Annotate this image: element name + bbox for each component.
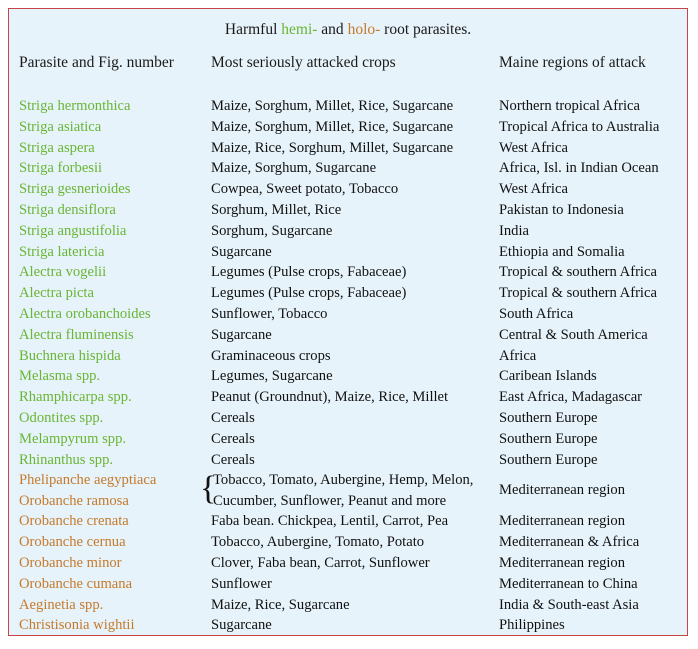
- table-row: [9, 262, 687, 283]
- title-prefix: Harmful: [224, 21, 282, 38]
- table-row: [9, 387, 687, 408]
- attack-region: Tropical & southern Africa: [499, 264, 657, 281]
- table-row: [9, 450, 687, 471]
- attack-region: Africa, Isl. in Indian Ocean: [499, 160, 659, 177]
- parasite-name: Striga forbesii: [19, 160, 103, 177]
- parasite-name: Striga aspera: [19, 139, 95, 156]
- table-body: [9, 96, 687, 636]
- attack-region: West Africa: [499, 181, 568, 198]
- attacked-crops: Legumes, Sugarcane: [211, 368, 333, 385]
- parasite-name: Striga hermonthica: [19, 98, 131, 114]
- attacked-crops: Sunflower: [211, 575, 272, 592]
- attack-region: Central & South America: [499, 326, 648, 343]
- table-row: [9, 242, 687, 263]
- attack-region: Southern Europe: [499, 430, 598, 447]
- brace-glyph: {: [200, 470, 217, 508]
- attacked-crops: Maize, Sorghum, Millet, Rice, Sugarcane: [211, 98, 454, 114]
- parasite-name: Striga angustifolia: [19, 222, 127, 239]
- attacked-crops: Peanut (Groundnut), Maize, Rice, Millet: [211, 389, 449, 406]
- table-row: [9, 325, 687, 346]
- parasite-name: Orobanche cernua: [19, 534, 126, 551]
- parasite-name: Aeginetia spp.: [19, 596, 104, 613]
- attack-region: India: [499, 222, 529, 239]
- attack-region: Southern Europe: [499, 409, 598, 426]
- parasite-name: Rhinanthus spp.: [19, 451, 114, 468]
- table-row: [9, 138, 687, 159]
- parasite-name: Alectra vogelii: [19, 264, 107, 281]
- attack-region: Mediterranean to China: [499, 575, 638, 592]
- attacked-crops: Maize, Rice, Sugarcane: [211, 596, 350, 613]
- table-row: [9, 158, 687, 179]
- table-row: [9, 200, 687, 221]
- parasite-name: Striga latericia: [19, 243, 105, 260]
- attacked-crops: Sorghum, Sugarcane: [211, 222, 333, 239]
- parasite-name: Alectra picta: [19, 285, 94, 302]
- attacked-crops: Graminaceous crops: [211, 347, 331, 364]
- parasite-name: Striga asiatica: [19, 118, 102, 135]
- attack-region: Tropical & southern Africa: [499, 285, 657, 302]
- attack-region: Southern Europe: [499, 451, 598, 468]
- parasite-name: Alectra fluminensis: [19, 326, 134, 343]
- table-row: [9, 366, 687, 387]
- parasite-name: Striga densiflora: [19, 201, 116, 218]
- table-row: [9, 595, 687, 616]
- attacked-crops: Sugarcane: [211, 243, 272, 260]
- attacked-crops-line1: Tobacco, Tomato, Aubergine, Hemp, Melon,: [213, 472, 474, 489]
- attacked-crops-line2: Cucumber, Sunflower, Peanut and more: [213, 493, 447, 510]
- attacked-crops: Tobacco, Aubergine, Tomato, Potato: [211, 534, 425, 551]
- attack-region: Ethiopia and Somalia: [499, 243, 625, 260]
- table-row: [9, 221, 687, 242]
- attacked-crops: Legumes (Pulse crops, Fabaceae): [211, 285, 407, 302]
- attack-region: Mediterranean region: [499, 482, 626, 499]
- parasite-name: Odontites spp.: [19, 409, 104, 426]
- attacked-crops: Cowpea, Sweet potato, Tobacco: [211, 181, 399, 198]
- table-title: [9, 21, 687, 39]
- table-row: [9, 283, 687, 304]
- parasite-name: Phelipanche aegyptiaca: [19, 472, 157, 489]
- table-row: [9, 304, 687, 325]
- table-row: [9, 429, 687, 450]
- parasite-name: Melasma spp.: [19, 368, 101, 385]
- parasite-name: Rhamphicarpa spp.: [19, 389, 132, 406]
- attack-region: East Africa, Madagascar: [499, 389, 643, 406]
- table-row-grouped: [9, 470, 687, 511]
- attacked-crops: Maize, Sorghum, Sugarcane: [211, 160, 377, 177]
- attack-region: South Africa: [499, 305, 574, 322]
- table-frame: [8, 8, 688, 636]
- parasite-name: Melampyrum spp.: [19, 430, 127, 447]
- table-row: [9, 408, 687, 429]
- attack-region: Mediterranean & Africa: [499, 534, 640, 551]
- header-crops: Most seriously attacked crops: [211, 54, 396, 71]
- parasite-name: Christisonia wightii: [19, 617, 135, 634]
- parasite-name: Buchnera hispida: [19, 347, 121, 364]
- table-row: [9, 96, 687, 117]
- table-row: [9, 532, 687, 553]
- attack-region: Mediterranean region: [499, 513, 626, 530]
- attack-region: Tropical Africa to Australia: [499, 118, 660, 135]
- attacked-crops: Cereals: [211, 451, 255, 468]
- parasite-name: Orobanche ramosa: [19, 493, 129, 510]
- parasite-name: Alectra orobanchoides: [19, 305, 151, 322]
- attacked-crops: Legumes (Pulse crops, Fabaceae): [211, 264, 407, 281]
- attacked-crops: Sugarcane: [211, 617, 272, 634]
- attacked-crops: Maize, Sorghum, Millet, Rice, Sugarcane: [211, 118, 454, 135]
- attacked-crops: Cereals: [211, 409, 255, 426]
- table-row: [9, 615, 687, 636]
- attack-region: Mediterranean region: [499, 554, 626, 571]
- attack-region: Philippines: [499, 617, 565, 634]
- table-row: [9, 553, 687, 574]
- parasite-name: Orobanche cumana: [19, 575, 133, 592]
- attacked-crops: Cereals: [211, 430, 255, 447]
- attacked-crops: Sugarcane: [211, 326, 272, 343]
- title-holo: holo-: [347, 21, 381, 38]
- parasite-name: Orobanche minor: [19, 554, 122, 571]
- parasite-name: Striga gesnerioides: [19, 181, 131, 198]
- attack-region: India & South-east Asia: [499, 596, 639, 613]
- attacked-crops: Clover, Faba bean, Carrot, Sunflower: [211, 554, 430, 571]
- attacked-crops: Faba bean. Chickpea, Lentil, Carrot, Pea: [211, 513, 449, 530]
- attack-region: Northern tropical Africa: [499, 98, 641, 114]
- title-suffix: root parasites.: [380, 21, 472, 38]
- title-hemi: hemi-: [281, 21, 318, 38]
- attack-region: West Africa: [499, 139, 568, 156]
- attacked-crops: Sunflower, Tobacco: [211, 305, 328, 322]
- header-regions: Maine regions of attack: [499, 54, 646, 71]
- parasite-name: Orobanche crenata: [19, 513, 129, 530]
- header-parasite: Parasite and Fig. number: [19, 54, 174, 71]
- attacked-crops: Sorghum, Millet, Rice: [211, 201, 342, 218]
- title-mid: and: [317, 21, 348, 38]
- table-row: [9, 117, 687, 138]
- attack-region: Pakistan to Indonesia: [499, 201, 624, 218]
- table-row: [9, 511, 687, 532]
- attack-region: Africa: [499, 347, 537, 364]
- table-row: [9, 574, 687, 595]
- table-row: [9, 179, 687, 200]
- table-row: [9, 346, 687, 367]
- attacked-crops: Maize, Rice, Sorghum, Millet, Sugarcane: [211, 139, 454, 156]
- attack-region: Caribean Islands: [499, 368, 597, 385]
